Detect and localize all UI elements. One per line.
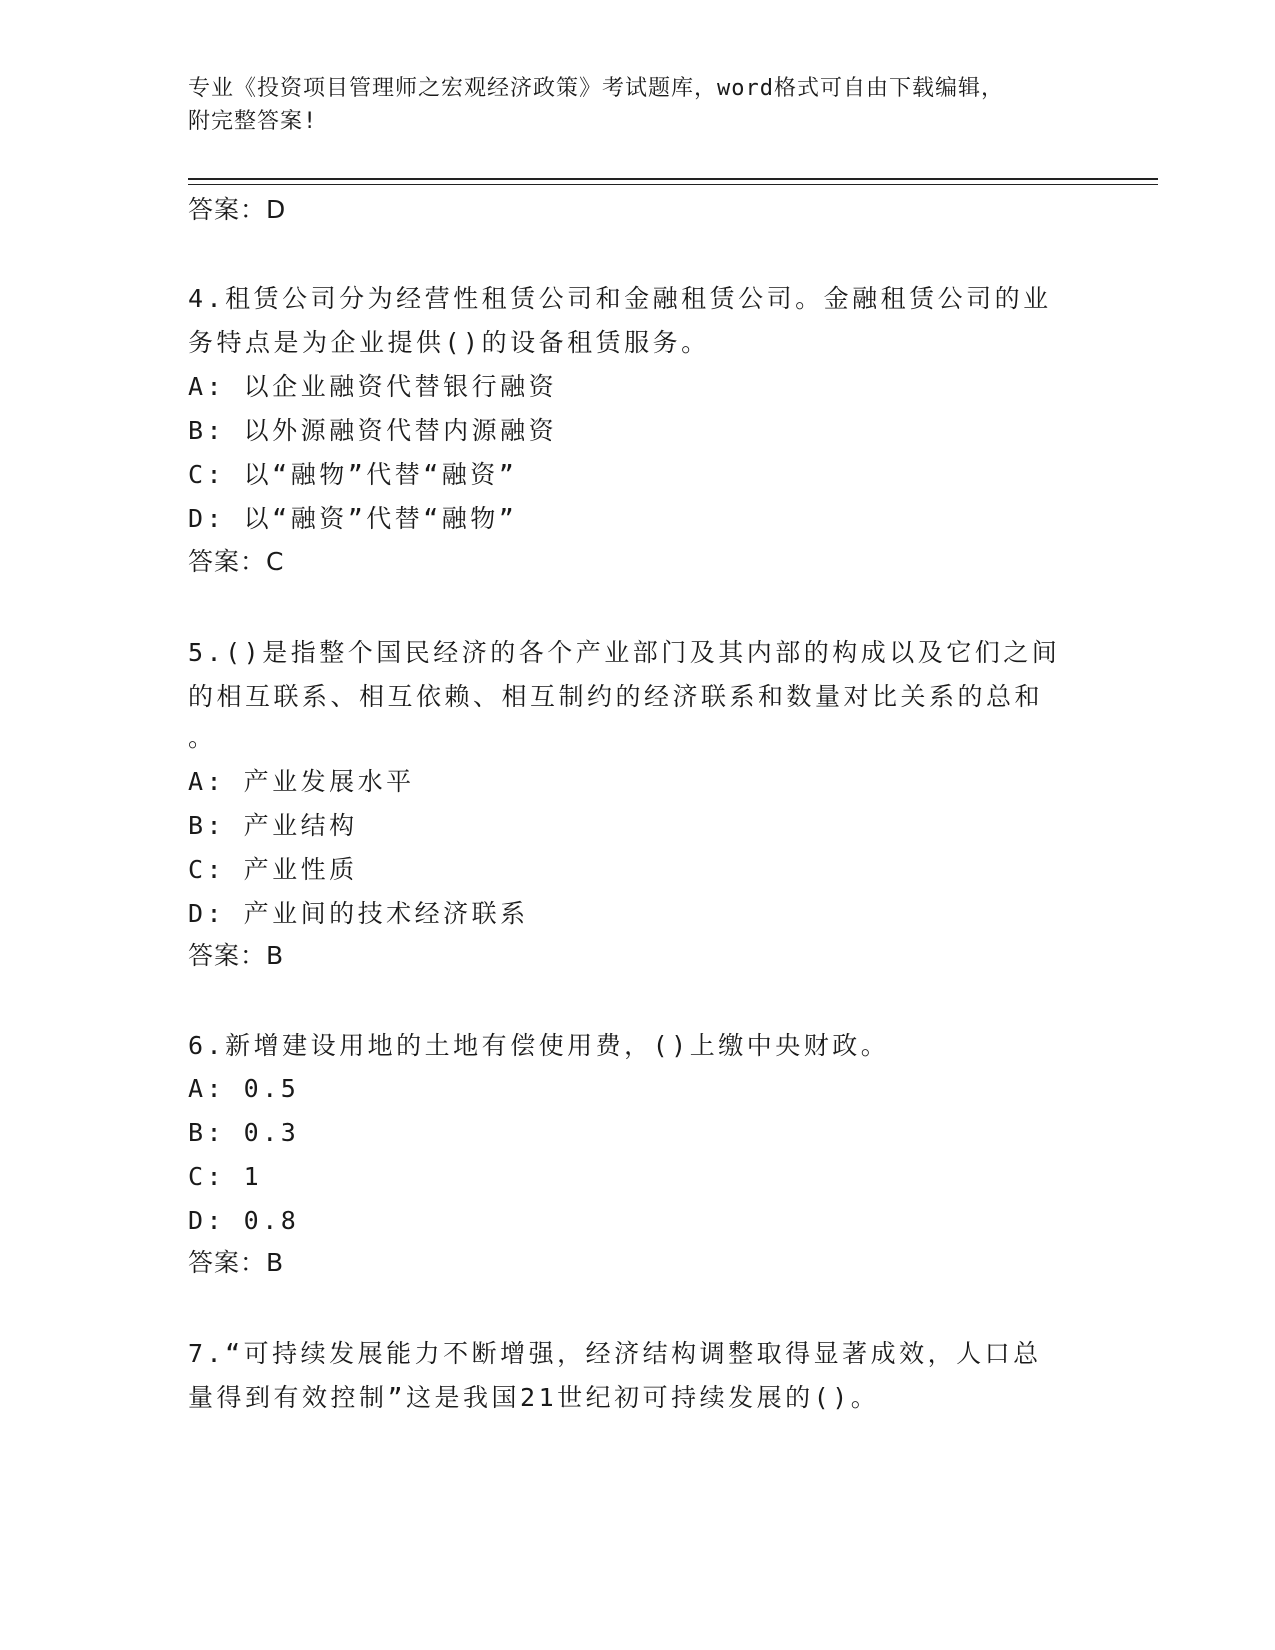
header-line-1: 专业《投资项目管理师之宏观经济政策》考试题库，word格式可自由下载编辑， [188,76,1004,101]
q5-text-line-3: 。 [188,723,217,752]
q4-option-c: C: 以“融物”代替“融资” [188,460,518,489]
q5-option-a: A: 产业发展水平 [188,767,415,796]
q5-text-line-2: 的相互联系、相互依赖、相互制约的经济联系和数量对比关系的总和 [188,682,1044,711]
q5-option-d: D: 产业间的技术经济联系 [188,899,529,928]
q4-answer: 答案：C [188,547,285,576]
q6-answer: 答案：B [188,1248,285,1277]
q5-text-line-1: 5.()是指整个国民经济的各个产业部门及其内部的构成以及它们之间 [188,638,1061,667]
q6-option-b: B: 0.3 [188,1118,300,1147]
header-rule-thin [188,184,1158,185]
q4-text-line-2: 务特点是为企业提供()的设备租赁服务。 [188,328,710,357]
answer-prev: 答案：D [188,195,287,224]
q4-option-d: D: 以“融资”代替“融物” [188,504,518,533]
header-rule-thick [188,178,1158,180]
q6-option-c: C: 1 [188,1162,263,1191]
q7-text-line-1: 7.“可持续发展能力不断增强，经济结构调整取得显著成效，人口总 [188,1339,1042,1368]
q6-text-line-1: 6.新增建设用地的土地有偿使用费，()上缴中央财政。 [188,1031,890,1060]
q4-option-a: A: 以企业融资代替银行融资 [188,372,558,401]
q4-option-b: B: 以外源融资代替内源融资 [188,416,558,445]
q5-answer: 答案：B [188,941,285,970]
q7-text-line-2: 量得到有效控制”这是我国21世纪初可持续发展的()。 [188,1383,880,1412]
header-line-2: 附完整答案! [188,109,318,134]
q6-option-d: D: 0.8 [188,1206,300,1235]
q5-option-c: C: 产业性质 [188,855,358,884]
q6-option-a: A: 0.5 [188,1074,300,1103]
q4-text-line-1: 4.租赁公司分为经营性租赁公司和金融租赁公司。金融租赁公司的业 [188,284,1052,313]
page-header [188,72,1068,138]
q5-option-b: B: 产业结构 [188,811,358,840]
